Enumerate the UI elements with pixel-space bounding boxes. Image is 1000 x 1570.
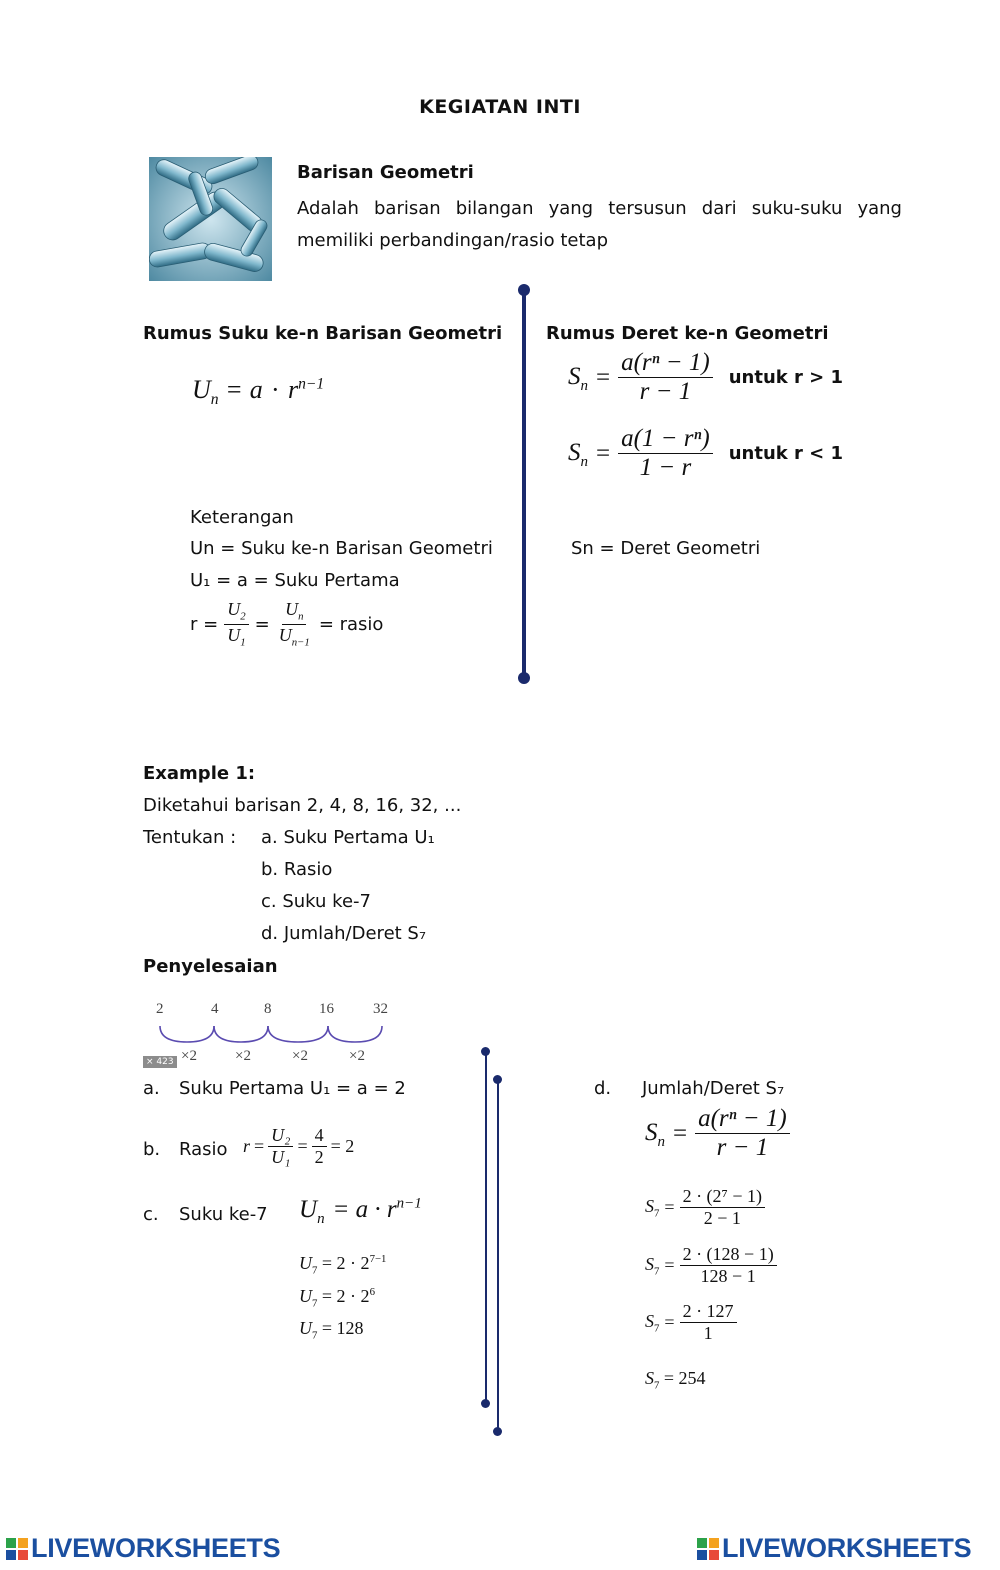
seq-badge: × 423: [143, 1056, 177, 1068]
brace-3: [268, 1026, 328, 1042]
bacteria-image: [149, 157, 272, 281]
solution-b-label: b.: [143, 1139, 161, 1160]
sn-formula-r-lt-1: $S_n$ = $\frac{\text{a(1 − rⁿ)}}{1 - r}$ untuk r < 1: [568, 425, 844, 482]
solution-divider-2-bottom: [493, 1427, 502, 1436]
seq-term-3: 8: [264, 1001, 272, 1017]
example-item-b: b. Rasio: [261, 859, 333, 880]
brace-1: [160, 1026, 214, 1042]
right-heading: Rumus Deret ke-n Geometri: [546, 323, 829, 344]
example-item-d: d. Jumlah/Deret S₇: [261, 923, 427, 944]
solution-d-step-1: $S_7$ = $\frac{\text{2 · (2⁷ − 1)}}{2 - 1}$: [645, 1187, 765, 1228]
section-divider: [522, 290, 526, 678]
sn-note: Sn = Deret Geometri: [571, 538, 761, 559]
liveworksheets-logo-icon: [6, 1538, 28, 1560]
page-title: KEGIATAN INTI: [419, 96, 581, 118]
seq-mult-2: ×2: [235, 1048, 251, 1064]
example-ask-label: Tentukan :: [143, 827, 237, 848]
seq-term-2: 4: [211, 1001, 219, 1017]
solution-divider-1-top: [481, 1047, 490, 1056]
solution-d-label: d.: [594, 1078, 612, 1099]
seq-term-5: 32: [373, 1001, 388, 1017]
solution-c-label: c.: [143, 1204, 159, 1225]
seq-term-1: 2: [156, 1001, 164, 1017]
solution-divider-2: [497, 1080, 499, 1432]
solution-c-step-1: $U_7 = 2 \cdot 2^{7-1}$: [299, 1253, 387, 1277]
sn-formula-r-gt-1: $S_n$ = $\frac{\text{a(rⁿ − 1)}}{r - 1}$ untuk r > 1: [568, 349, 844, 406]
seq-term-4: 16: [319, 1001, 334, 1017]
solution-a-text: Suku Pertama U₁ = a = 2: [179, 1078, 406, 1099]
solution-divider-1-bottom: [481, 1399, 490, 1408]
left-heading: Rumus Suku ke-n Barisan Geometri: [143, 323, 503, 344]
divider-top-dot: [518, 284, 530, 296]
solution-c-step-3: $U_7 = 128$: [299, 1318, 364, 1342]
solution-c-step-2: $U_7 = 2 \cdot 2^6$: [299, 1286, 375, 1310]
un-formula: $U_n = a \cdot r^{n-1}$: [192, 375, 325, 409]
solution-divider-1: [485, 1052, 487, 1404]
seq-mult-4: ×2: [349, 1048, 365, 1064]
sequence-diagram: [143, 998, 403, 1070]
solution-d-formula: $S_n$ = $\frac{\text{a(rⁿ − 1)}}{r - 1}$: [645, 1106, 790, 1162]
solution-b-text: Rasio: [179, 1139, 228, 1160]
solution-a-label: a.: [143, 1078, 160, 1099]
seq-mult-3: ×2: [292, 1048, 308, 1064]
example-heading: Example 1:: [143, 763, 256, 784]
footer-brand-right: LIVEWORKSHEETS: [697, 1533, 971, 1564]
example-item-c: c. Suku ke-7: [261, 891, 371, 912]
solution-c-text: Suku ke-7: [179, 1204, 268, 1225]
solution-d-final: $S_7 = 254$: [645, 1368, 706, 1392]
divider-bottom-dot: [518, 672, 530, 684]
solution-c-formula: $U_n = a \cdot r^{n-1}$: [299, 1195, 422, 1227]
solution-d-text: Jumlah/Deret S₇: [642, 1078, 785, 1099]
solution-d-step-3: $S_7$ = $\frac{2 \cdot 127}{1}$: [645, 1302, 737, 1343]
brace-4: [328, 1026, 382, 1042]
liveworksheets-logo-icon: [697, 1538, 719, 1560]
intro-heading: Barisan Geometri: [297, 162, 474, 183]
solution-divider-2-top: [493, 1075, 502, 1084]
seq-mult-1: ×2: [181, 1048, 197, 1064]
solution-label: Penyelesaian: [143, 956, 278, 977]
brace-2: [214, 1026, 268, 1042]
keterangan-u1: U₁ = a = Suku Pertama: [190, 570, 400, 591]
intro-definition: Adalah barisan bilangan yang tersusun dari suku-suku yang memiliki perbandingan/rasio tetap: [297, 198, 902, 251]
example-item-a: a. Suku Pertama U₁: [261, 827, 435, 848]
example-given: Diketahui barisan 2, 4, 8, 16, 32, ...: [143, 795, 462, 816]
footer-brand-left: LIVEWORKSHEETS: [6, 1533, 280, 1564]
keterangan-un: Un = Suku ke-n Barisan Geometri: [190, 538, 493, 559]
solution-b-formula: r = $\frac{\text{U₂}}{\text{U₁}}$ = $\frac{4}{2}$ = 2: [243, 1125, 355, 1167]
ratio-definition: r = $\frac{U_2}{U_1}$ = $\frac{U_n}{U_{n-1}}$ = rasio: [190, 599, 384, 649]
solution-d-step-2: $S_7$ = $\frac{2 \cdot (128 - 1)}{128 - 1}$: [645, 1245, 777, 1286]
keterangan-label: Keterangan: [190, 507, 294, 528]
